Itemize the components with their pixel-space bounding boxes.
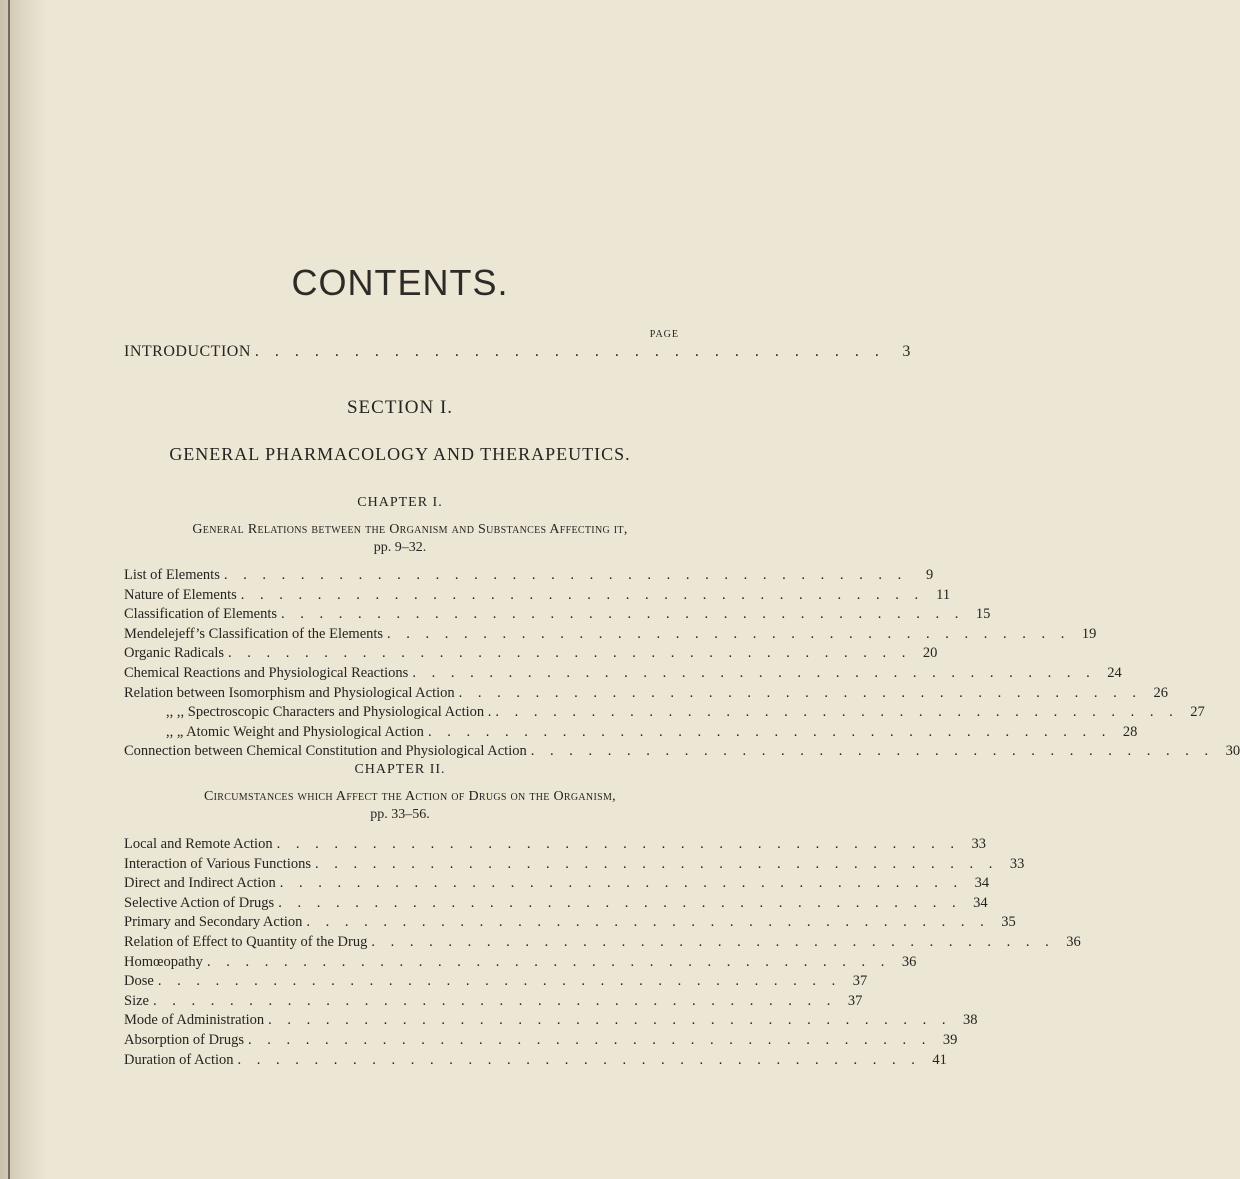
toc-leader: . . . . . . . . . . . . . . . . . . . . . . . . . . . . . . . . . . . . <box>315 855 999 872</box>
toc-entry-label: Mendelejeff’s Classification of the Elements <box>124 625 384 642</box>
toc-entry-page: 15 <box>975 606 991 623</box>
toc-entry-label: Duration of Action <box>124 1051 234 1068</box>
toc-leader: . . . . . . . . . . . . . . . . . . . . . . . . . . . . . . . . . . . . <box>278 894 962 911</box>
toc-entry-page: 26 <box>1153 684 1169 701</box>
toc-leader: . . . . . . . . . . . . . . . . . . . . . . . . . . . . . . . . . . . . <box>530 743 1215 760</box>
toc-leader: . . . . . . . . . . . . . . . . . . . . . . . . . . . . . . . . . . . . <box>458 684 1143 701</box>
chapter-description: Circumstances which Affect the Action of Drugs on the Organism, <box>204 789 616 804</box>
toc-entry-label: List of Elements <box>124 567 220 583</box>
toc-entry[interactable] <box>124 953 917 974</box>
toc-entry-page: 37 <box>847 992 863 1009</box>
toc-leader: . . . . . . . . . . . . . . . . . . . . . . . . . . . . . . . . . . . . <box>371 934 1055 950</box>
toc-entry-page: 41 <box>932 1051 947 1068</box>
toc-entry[interactable] <box>124 645 938 665</box>
toc-leader: . . . . . . . . . . . . . . . . . . . . . . . . . . . . . . . . . . . . <box>157 973 842 990</box>
toc-entry-page: 34 <box>974 875 990 892</box>
toc-entry-introduction[interactable] <box>124 343 911 361</box>
toc-leader: . . . . . . . . . . . . . . . . . . . . . . . . . . . . . . . . . . . . <box>248 1032 932 1048</box>
toc-leader: . . . . . . . . . . . . . . . . . . . . . . . . . . . . . . . . . . . . <box>228 645 912 662</box>
toc-entry-page: 11 <box>936 586 951 603</box>
toc-entry[interactable] <box>124 684 1169 705</box>
page-gutter <box>0 0 48 1179</box>
toc-entry[interactable] <box>124 567 934 587</box>
toc-entry-label: Chemical Reactions and Physiological Reactions <box>124 665 409 681</box>
chapter-page-range: pp. 33–56. <box>370 807 430 822</box>
toc-entry[interactable] <box>124 1012 978 1032</box>
toc-leader: . . . . . . . . . . . . . . . . . . . . . . . . . . . . . . . . . . . . <box>152 992 837 1009</box>
toc-entry-label: ,, „ Atomic Weight and Physiological Action <box>166 723 424 740</box>
toc-entry-label: ,, ,, Spectroscopic Characters and Physiological Action . <box>166 704 492 721</box>
toc-leader: . . . . . . . . . . . . . . . . . . . . . . . . . . . . . . . . . . . . <box>281 606 965 623</box>
toc-entry-page: 36 <box>901 953 917 970</box>
chapter-description: General Relations between the Organism and Substances Affecting it, <box>192 522 628 537</box>
toc-entry-page: 28 <box>1122 723 1138 740</box>
toc-leader: . . . . . . . . . . . . . . . . . . . . . . . . . . . . . . . . <box>254 343 885 360</box>
toc-leader: . . . . . . . . . . . . . . . . . . . . . . . . . . . . . . . . . . . . <box>427 723 1112 740</box>
toc-entry[interactable] <box>124 743 1240 763</box>
toc-entry-label: Direct and Indirect Action <box>124 875 276 892</box>
toc-entry[interactable] <box>124 973 868 993</box>
toc-entry-label: Absorption of Drugs <box>124 1032 245 1048</box>
chapter-page-range: pp. 9–32. <box>373 540 427 555</box>
toc-leader: . . . . . . . . . . . . . . . . . . . . . . . . . . . . . . . . . . . . <box>276 836 960 852</box>
toc-entry-label: Primary and Secondary Action <box>124 914 303 931</box>
toc-entry[interactable] <box>124 992 863 1013</box>
toc-entry[interactable] <box>124 606 991 626</box>
toc-entry-label: Connection between Chemical Constitution and Physiological Action <box>124 743 527 760</box>
toc-entry[interactable] <box>124 934 1081 954</box>
toc-entry-page: 9 <box>925 567 934 583</box>
toc-entry[interactable] <box>124 1051 947 1072</box>
toc-entry[interactable] <box>124 875 990 895</box>
toc-entry-page: 33 <box>971 836 986 852</box>
toc-leader: . . . . . . . . . . . . . . . . . . . . . . . . . . . . . . . . . . . . <box>495 704 1179 721</box>
toc-entry[interactable] <box>124 586 951 607</box>
toc-leader: . . . . . . . . . . . . . . . . . . . . . . . . . . . . . . . . . . . . <box>412 665 1096 681</box>
toc-leader: . . . . . . . . . . . . . . . . . . . . . . . . . . . . . . . . . . . . <box>268 1012 952 1029</box>
toc-entry[interactable] <box>124 704 1205 724</box>
toc-entry-label: Homœopathy <box>124 953 203 970</box>
toc-entry[interactable] <box>124 914 1016 934</box>
section-subheading: GENERAL PHARMACOLOGY AND THERAPEUTICS. <box>169 444 631 464</box>
toc-entry-page: 27 <box>1190 704 1205 721</box>
toc-entry-label: INTRODUCTION <box>124 343 251 360</box>
toc-entry-label: Organic Radicals <box>124 645 224 662</box>
toc-entry-label: Interaction of Various Functions <box>124 855 311 872</box>
toc-entry-page: 38 <box>963 1012 978 1029</box>
toc-entry-page: 3 <box>902 343 911 360</box>
toc-entry-label: Relation between Isomorphism and Physiological Action <box>124 684 455 701</box>
toc-entry-label: Relation of Effect to Quantity of the Drug <box>124 934 368 950</box>
toc-leader: . . . . . . . . . . . . . . . . . . . . . . . . . . . . . . . . . . . . <box>206 953 891 970</box>
toc-entry-label: Dose <box>124 973 154 990</box>
toc-entry-label: Nature of Elements <box>124 586 237 603</box>
toc-leader: . . . . . . . . . . . . . . . . . . . . . . . . . . . . . . . . . . . . <box>237 1051 921 1068</box>
toc-entry[interactable] <box>124 723 1138 744</box>
toc-leader: . . . . . . . . . . . . . . . . . . . . . . . . . . . . . . . . . . . . <box>279 875 964 892</box>
toc-entry-page: 39 <box>942 1032 958 1048</box>
page-title: CONTENTS. <box>291 262 509 303</box>
toc-entry-page: 30 <box>1225 743 1240 760</box>
toc-entry-page: 20 <box>922 645 938 662</box>
toc-entry-label: Size <box>124 992 149 1009</box>
page-column-label: PAGE <box>649 329 679 340</box>
toc-entry-page: 19 <box>1081 625 1097 642</box>
toc-entry[interactable] <box>124 894 988 915</box>
toc-entry-page: 36 <box>1066 934 1081 950</box>
toc-entry-label: Local and Remote Action <box>124 836 273 852</box>
toc-entry[interactable] <box>124 665 1122 685</box>
toc-entry-label: Classification of Elements <box>124 606 278 623</box>
toc-entry-page: 24 <box>1107 665 1122 681</box>
section-heading: SECTION I. <box>346 397 454 418</box>
toc-entry-page: 34 <box>973 894 988 911</box>
toc-entry-label: Selective Action of Drugs <box>124 894 275 911</box>
toc-entry[interactable] <box>124 625 1097 646</box>
toc-entry-page: 33 <box>1009 855 1025 872</box>
binding-edge <box>8 0 10 1179</box>
toc-entry[interactable] <box>124 1032 958 1052</box>
toc-entry-label: Mode of Administration <box>124 1012 265 1029</box>
chapter-heading: CHAPTER II. <box>354 762 446 777</box>
toc-entry-page: 35 <box>1001 914 1016 931</box>
toc-entry[interactable] <box>124 855 1025 876</box>
chapter-heading: CHAPTER I. <box>357 495 443 510</box>
toc-leader: . . . . . . . . . . . . . . . . . . . . . . . . . . . . . . . . . . . . <box>223 567 908 583</box>
toc-leader: . . . . . . . . . . . . . . . . . . . . . . . . . . . . . . . . . . . . <box>387 625 1071 642</box>
toc-entry[interactable] <box>124 836 986 856</box>
toc-leader: . . . . . . . . . . . . . . . . . . . . . . . . . . . . . . . . . . . . <box>306 914 990 931</box>
toc-entry-page: 37 <box>852 973 868 990</box>
toc-leader: . . . . . . . . . . . . . . . . . . . . . . . . . . . . . . . . . . . . <box>240 586 925 603</box>
